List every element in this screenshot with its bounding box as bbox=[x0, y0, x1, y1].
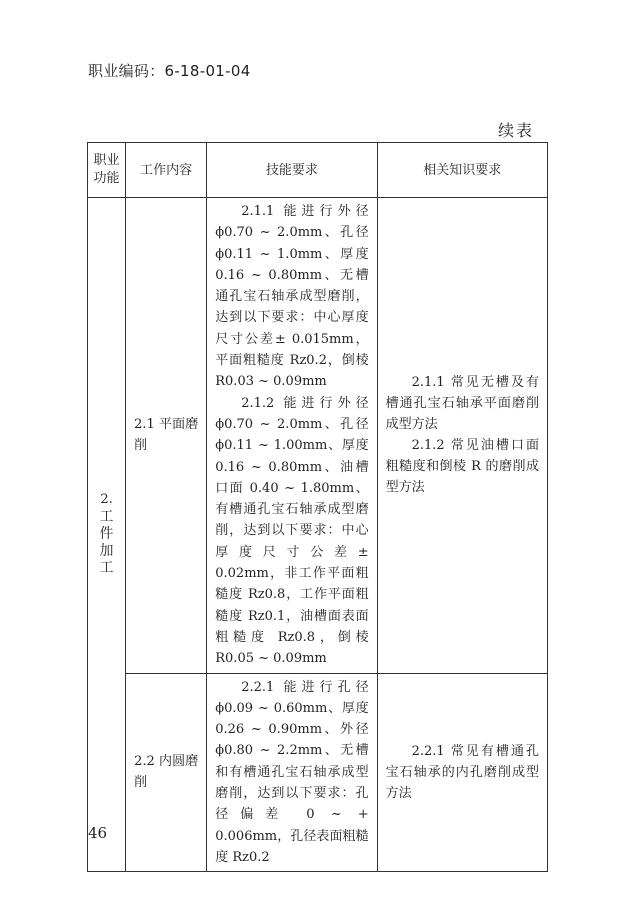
skill-item: 2.2.1 能进行孔径 ϕ0.09 ~ 0.60mm、厚度 0.26 ~ 0.90mm、外径 ϕ0.80 ~ 2.2mm、无槽和有槽通孔宝石轴承成型磨削，达到以下要求：孔径偏差 0 ~ + 0.006mm，孔径表面粗糙度 Rz0.2 bbox=[215, 679, 369, 865]
skill-cell bbox=[207, 673, 377, 872]
knowledge-cell bbox=[377, 673, 547, 872]
requirements-table bbox=[87, 142, 548, 872]
continued-label: 续表 bbox=[498, 121, 535, 140]
table-row bbox=[88, 198, 548, 674]
work-content-cell: 2.2 内圆磨削 bbox=[126, 673, 207, 872]
header-knowledge-requirements: 相关知识要求 bbox=[377, 143, 547, 198]
header-skill-requirements: 技能要求 bbox=[207, 143, 377, 198]
skill-item: 2.1.2 能进行外径 ϕ0.70 ~ 2.0mm、孔径 ϕ0.11 ~ 1.00mm、厚度 0.16 ~ 0.80mm、油槽口面 0.40 ~ 1.80mm、有槽通孔宝石轴承成型磨削，达到以下要求：中心厚度尺寸公差± 0.02mm，非工作平面粗糙度 Rz0.8，工作平面粗糙度 Rz0.1，油槽面表面粗糙度 Rz0.8，倒棱 R0.05 ~ 0.09mm bbox=[215, 395, 369, 667]
skill-item: 2.1.1 能进行外径 ϕ0.70 ~ 2.0mm、孔径 ϕ0.11 ~ 1.0mm、厚度 0.16 ~ 0.80mm、无槽通孔宝石轴承成型磨削，达到以下要求：中心厚度尺寸公差± 0.015mm，平面粗糙度 Rz0.2，倒棱 R0.03 ~ 0.09mm bbox=[215, 204, 369, 390]
header-work-content: 工作内容 bbox=[126, 143, 207, 198]
header-function: 职业功能 bbox=[88, 143, 126, 198]
table-header-row bbox=[88, 143, 548, 198]
skill-cell bbox=[207, 198, 377, 674]
work-content-cell: 2.1 平面磨削 bbox=[126, 198, 207, 674]
table-row bbox=[88, 673, 548, 872]
knowledge-item: 2.1.1 常见无槽及有槽通孔宝石轴承平面磨削成型方法 bbox=[385, 375, 539, 433]
knowledge-cell bbox=[377, 198, 547, 674]
knowledge-item: 2.2.1 常见有槽通孔宝石轴承的内孔磨削成型方法 bbox=[385, 743, 539, 801]
occupation-code: 职业编码：6-18-01-04 bbox=[88, 62, 251, 80]
function-number: 2. bbox=[100, 492, 113, 508]
function-name: 工件加工 bbox=[99, 509, 114, 577]
knowledge-item: 2.1.2 常见油槽口面粗糙度和倒棱 R 的磨削成型方法 bbox=[385, 438, 539, 496]
function-cell bbox=[88, 198, 126, 872]
page-number: 46 bbox=[88, 824, 108, 842]
